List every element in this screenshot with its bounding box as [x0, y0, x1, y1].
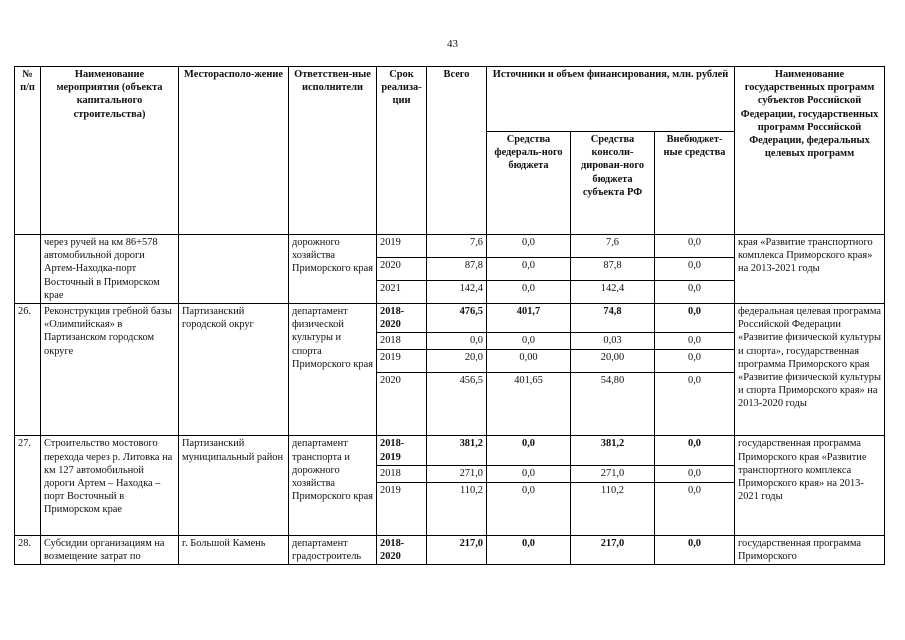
- cell-year: 2019: [377, 235, 427, 258]
- header-location: Месторасполо-жение: [179, 67, 289, 235]
- cell-total: 476,5: [427, 304, 487, 333]
- header-row: [15, 67, 885, 132]
- cell-total: 271,0: [427, 465, 487, 482]
- cell-federal: 0,0: [487, 535, 571, 564]
- cell-federal: 0,0: [487, 235, 571, 258]
- cell-consolidated: 381,2: [571, 436, 655, 465]
- row-num: 28.: [15, 535, 41, 564]
- cell-total: 456,5: [427, 373, 487, 436]
- row-num: 26.: [15, 304, 41, 436]
- row-name: через ручей на км 86+578 автомобильной дороги Артем-Находка-порт Восточный в Приморском крае: [41, 235, 179, 304]
- header-name: Наименование мероприятия (объекта капитального строительства): [41, 67, 179, 235]
- cell-federal: 0,0: [487, 258, 571, 281]
- row-program: государственная программа Приморского: [735, 535, 885, 564]
- header-num: № п/п: [15, 67, 41, 235]
- cell-extra: 0,0: [655, 482, 735, 535]
- row-responsible: департамент физической культуры и спорта Приморского края: [289, 304, 377, 436]
- cell-extra: 0,0: [655, 304, 735, 333]
- cell-federal: 0,0: [487, 482, 571, 535]
- table-row: [15, 235, 885, 258]
- cell-federal: 0,00: [487, 350, 571, 373]
- row-responsible: департамент транспорта и дорожного хозяйства Приморского края: [289, 436, 377, 535]
- cell-extra: 0,0: [655, 535, 735, 564]
- cell-consolidated: 87,8: [571, 258, 655, 281]
- header-consolidated: Средства консоли-дирован-ного бюджета субъекта РФ: [571, 132, 655, 235]
- row-location: Партизанский городской округ: [179, 304, 289, 436]
- cell-total: 0,0: [427, 333, 487, 350]
- cell-extra: 0,0: [655, 281, 735, 304]
- header-extra: Внебюджет-ные средства: [655, 132, 735, 235]
- cell-federal: 0,0: [487, 281, 571, 304]
- cell-total: 381,2: [427, 436, 487, 465]
- row-program: федеральная целевая программа Российской Федерации «Развитие физической культуры и спорта», государственная программа Приморского края «Развитие физической культуры и спорта Приморского края» на 2013-2020 годы: [735, 304, 885, 436]
- cell-consolidated: 110,2: [571, 482, 655, 535]
- cell-consolidated: 74,8: [571, 304, 655, 333]
- table-row: [15, 304, 885, 333]
- cell-consolidated: 0,03: [571, 333, 655, 350]
- cell-extra: 0,0: [655, 465, 735, 482]
- row-name: Строительство мостового перехода через р. Литовка на км 127 автомобильной дороги Артем – Находка – порт Восточный в Приморском крае: [41, 436, 179, 535]
- row-program: государственная программа Приморского края «Развитие транспортного комплекса Приморского края» на 2013-2021 годы: [735, 436, 885, 535]
- cell-consolidated: 54,80: [571, 373, 655, 436]
- cell-total: 20,0: [427, 350, 487, 373]
- cell-total: 87,8: [427, 258, 487, 281]
- cell-extra: 0,0: [655, 373, 735, 436]
- table-row: [15, 436, 885, 465]
- cell-year: 2018-2020: [377, 535, 427, 564]
- cell-extra: 0,0: [655, 436, 735, 465]
- cell-extra: 0,0: [655, 258, 735, 281]
- cell-year: 2020: [377, 373, 427, 436]
- cell-year: 2018-2019: [377, 436, 427, 465]
- row-location: [179, 235, 289, 304]
- cell-federal: 401,65: [487, 373, 571, 436]
- header-sources: Источники и объем финансирования, млн. рублей: [487, 67, 735, 132]
- cell-year: 2020: [377, 258, 427, 281]
- row-name: Реконструкция гребной базы «Олимпийская» в Партизанском городском округе: [41, 304, 179, 436]
- cell-consolidated: 20,00: [571, 350, 655, 373]
- cell-year: 2021: [377, 281, 427, 304]
- cell-federal: 401,7: [487, 304, 571, 333]
- cell-extra: 0,0: [655, 333, 735, 350]
- cell-year: 2018-2020: [377, 304, 427, 333]
- cell-total: 142,4: [427, 281, 487, 304]
- cell-year: 2018: [377, 333, 427, 350]
- header-total: Всего: [427, 67, 487, 235]
- page-number: 43: [447, 38, 458, 50]
- row-responsible: департамент градостроитель: [289, 535, 377, 564]
- table-row: [15, 535, 885, 564]
- cell-federal: 0,0: [487, 436, 571, 465]
- cell-extra: 0,0: [655, 350, 735, 373]
- row-num: 27.: [15, 436, 41, 535]
- cell-consolidated: 271,0: [571, 465, 655, 482]
- cell-consolidated: 142,4: [571, 281, 655, 304]
- cell-year: 2019: [377, 350, 427, 373]
- row-responsible: дорожного хозяйства Приморского края: [289, 235, 377, 304]
- cell-year: 2018: [377, 465, 427, 482]
- cell-federal: 0,0: [487, 333, 571, 350]
- financing-table: [14, 66, 885, 565]
- row-location: Партизанский муниципальный район: [179, 436, 289, 535]
- header-responsible: Ответствен-ные исполнители: [289, 67, 377, 235]
- cell-year: 2019: [377, 482, 427, 535]
- header-federal: Средства федераль-ного бюджета: [487, 132, 571, 235]
- cell-total: 7,6: [427, 235, 487, 258]
- cell-consolidated: 217,0: [571, 535, 655, 564]
- cell-total: 110,2: [427, 482, 487, 535]
- row-name: Субсидии организациям на возмещение затрат по: [41, 535, 179, 564]
- cell-consolidated: 7,6: [571, 235, 655, 258]
- row-num: [15, 235, 41, 304]
- header-programs: Наименование государственных программ субъектов Российской Федерации, государственных программ Российской Федерации, федеральных целевых программ: [735, 67, 885, 235]
- row-program: края «Развитие транспортного комплекса Приморского края» на 2013-2021 годы: [735, 235, 885, 304]
- cell-federal: 0,0: [487, 465, 571, 482]
- cell-extra: 0,0: [655, 235, 735, 258]
- header-term: Срок реализа-ции: [377, 67, 427, 235]
- row-location: г. Большой Камень: [179, 535, 289, 564]
- cell-total: 217,0: [427, 535, 487, 564]
